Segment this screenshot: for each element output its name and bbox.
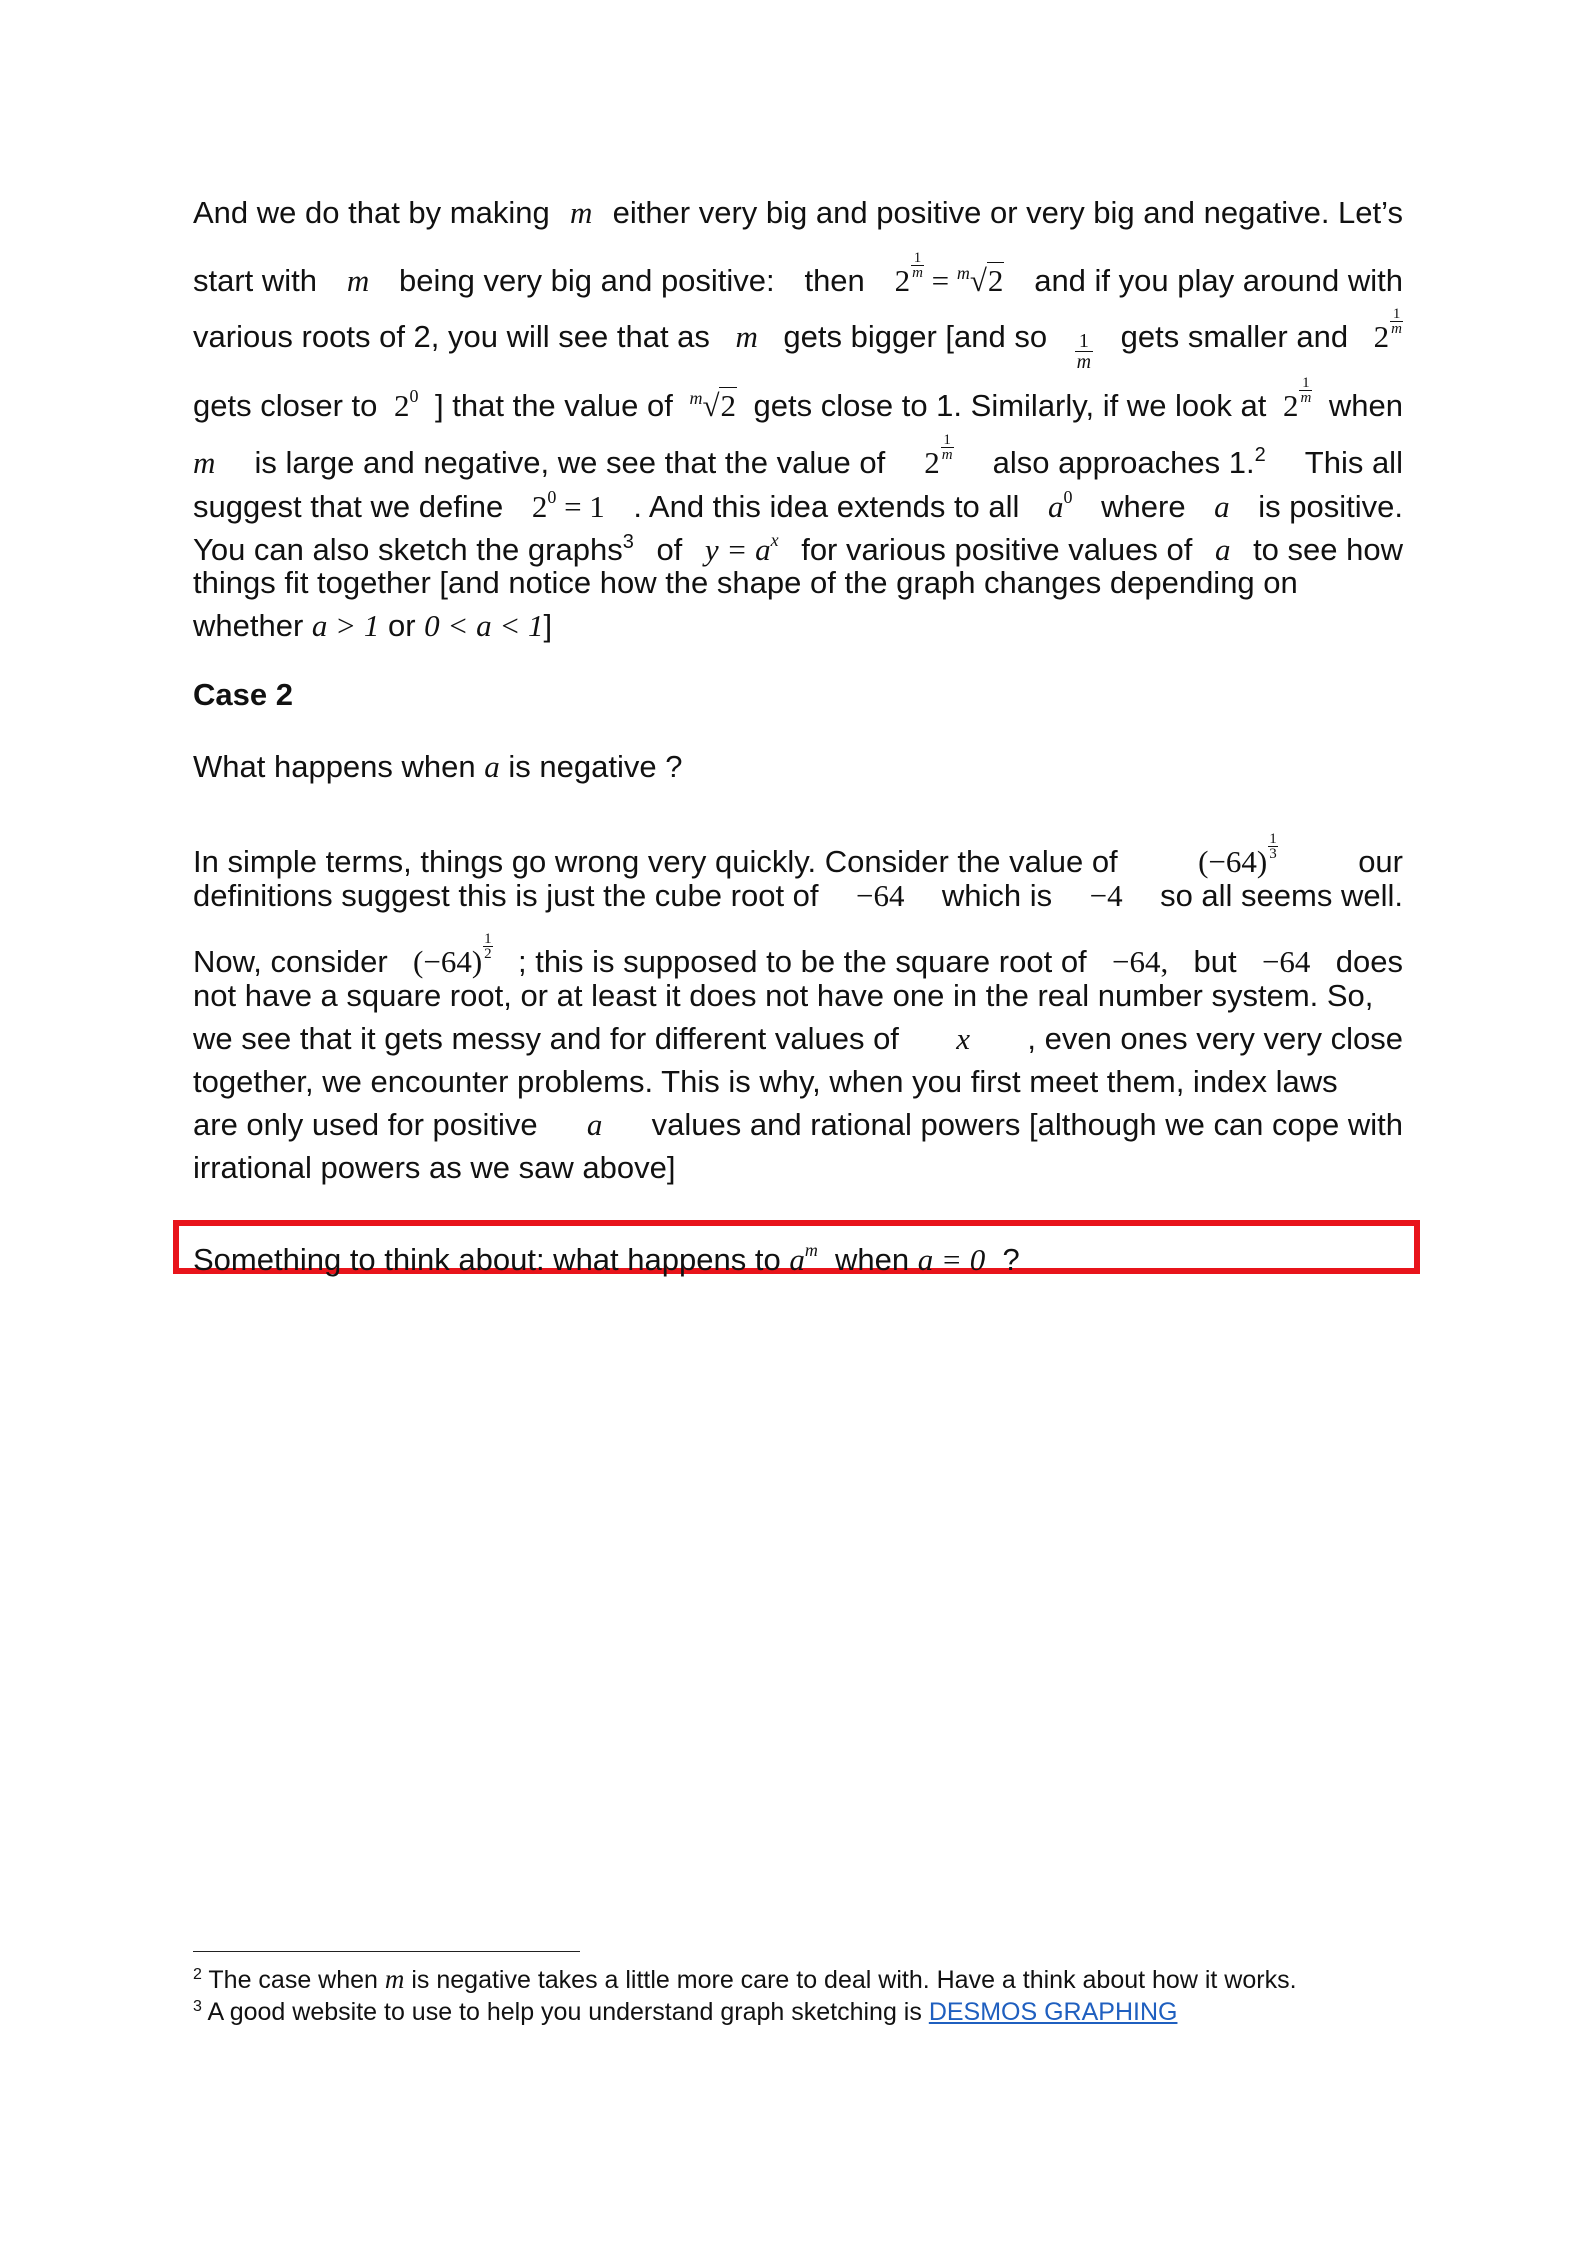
math-variable: a <box>586 1107 603 1142</box>
text-run: ] <box>543 608 553 643</box>
text-run: for various positive values of <box>801 532 1193 567</box>
text-run: things fit together [and notice how the shape of the graph changes depending on <box>193 565 1298 600</box>
math-variable: m <box>346 263 370 298</box>
text-run: does <box>1335 944 1403 979</box>
math-variable: a <box>1214 532 1231 567</box>
math-expression: 2 $\frac{1}{m}$ <box>1373 306 1402 354</box>
paragraph-line <box>193 1105 1403 1145</box>
text-run: values and rational powers [although we can cope with <box>651 1107 1403 1142</box>
text-run: gets close to 1. Similarly, if we look at <box>753 388 1267 423</box>
paragraph-line <box>193 832 1403 882</box>
math-expression: −64 <box>855 878 905 913</box>
text-run: ] that the value of <box>435 388 673 423</box>
question-line <box>193 747 1403 787</box>
text-run: start with <box>193 263 318 298</box>
math-variable: a <box>484 749 500 784</box>
paragraph-line <box>193 307 1403 372</box>
paragraph-line <box>193 1148 1403 1188</box>
text-run: The case when <box>208 1966 378 1994</box>
desmos-link[interactable]: DESMOS GRAPHING <box>928 1998 1178 2026</box>
text-run: so all seems well. <box>1160 878 1403 913</box>
paragraph-line <box>193 433 1403 483</box>
text-run: is large and negative, we see that the value of <box>254 445 886 480</box>
text-run: is negative takes a little more care to deal with. Have a think about how it works. <box>411 1966 1297 1994</box>
text-run: ; this is supposed to be the square root of <box>517 944 1087 979</box>
math-expression: −4 <box>1089 878 1123 913</box>
math-expression: $2^0 = 1$ <box>531 487 605 524</box>
paragraph-line <box>193 1019 1403 1059</box>
footnote-mark: 3 <box>193 1998 202 2015</box>
paragraph-line <box>193 251 1403 301</box>
paragraph-line <box>193 376 1403 426</box>
text-run: then <box>804 263 865 298</box>
math-variable: m <box>735 319 758 354</box>
text-run: but <box>1193 944 1237 979</box>
text-run: of <box>656 532 683 567</box>
text-run: This all <box>1304 445 1403 480</box>
text-run: You can also sketch the graphs$^3$ <box>193 531 634 567</box>
math-variable: a <box>1214 489 1230 524</box>
text-run: ? <box>1002 1242 1020 1277</box>
text-run: or <box>387 608 416 643</box>
section-heading: Case 2 <box>193 677 293 712</box>
text-run: being very big and positive: <box>398 263 775 298</box>
math-expression: $2^0$ <box>393 386 419 423</box>
text-run: where <box>1101 489 1186 524</box>
paragraph-line <box>193 876 1403 916</box>
paragraph-line <box>193 193 1403 233</box>
math-variable: m <box>384 1964 405 1994</box>
text-run: , even ones very very close <box>1027 1021 1403 1056</box>
text-run: What happens when <box>193 749 476 784</box>
text-run: whether <box>193 608 304 643</box>
text-run: also approaches 1.$^2$ <box>992 444 1266 480</box>
math-expression: a = 0 <box>917 1242 986 1277</box>
root-symbol: $^m$√2 <box>956 263 1004 298</box>
text-run: suggest that we define <box>193 489 504 524</box>
text-run: Now, consider <box>193 944 388 979</box>
text-run: is negative ? <box>508 749 683 784</box>
root-symbol: $^m$√2 <box>689 388 736 423</box>
footnote-3 <box>193 1996 1177 2028</box>
math-variable: m <box>569 195 593 230</box>
math-expression: 0 < a < 1 <box>424 608 544 643</box>
footnote-ref[interactable]: 2 <box>1254 444 1266 466</box>
math-expression: $a^0$ <box>1048 487 1073 524</box>
paragraph-line <box>193 1062 1403 1102</box>
text-run: we see that it gets messy and for different values of <box>193 1021 899 1056</box>
text-run: our <box>1358 844 1403 879</box>
text-run: not have a square root, or at least it does not have one in the real number system. So, <box>193 978 1374 1013</box>
text-run: Something to think about: what happens to <box>193 1242 781 1277</box>
footnote-separator <box>193 1951 580 1952</box>
math-variable: x <box>956 1021 971 1056</box>
text-run: and if you play around with <box>1034 263 1403 298</box>
text-run: A good website to use to help you understand graph sketching is <box>207 1998 922 2026</box>
math-expression: 2 $\frac{1}{m}$ = $^m$√2 <box>894 250 1004 298</box>
math-expression: −64, <box>1111 944 1169 979</box>
fraction: $\frac{1}{m}$ <box>1076 330 1092 373</box>
text-run: to see how <box>1253 532 1403 567</box>
math-expression: 2 $\frac{1}{m}$ <box>1282 375 1312 423</box>
math-expression: 2 $\frac{1}{m}$ <box>924 432 953 480</box>
text-run: gets bigger [and so <box>783 319 1048 354</box>
paragraph-line <box>193 932 1403 982</box>
text-run: In simple terms, things go wrong very quickly. Consider the value of <box>193 844 1118 879</box>
math-expression: (−64) $\frac{1}{2}$ <box>413 931 492 979</box>
math-expression: $y = a^x$ <box>704 530 779 567</box>
paragraph-line <box>193 563 1403 603</box>
note-text <box>193 1230 1020 1280</box>
text-run: gets closer to <box>193 388 378 423</box>
text-run: . And this idea extends to all <box>633 489 1020 524</box>
text-run: either very big and positive or very big and negative. Let’s <box>612 195 1403 230</box>
text-run: when <box>835 1242 910 1277</box>
text-run: when <box>1328 388 1403 423</box>
math-expression: a > 1 <box>311 608 380 643</box>
text-run: are only used for positive <box>193 1107 538 1142</box>
highlight-box <box>173 1220 1420 1277</box>
text-run: irrational powers as we saw above] <box>193 1150 676 1185</box>
math-expression: −64 <box>1261 944 1311 979</box>
footnote-ref[interactable]: 3 <box>622 531 634 553</box>
text-run: And we do that by making <box>193 195 550 230</box>
paragraph-line <box>193 606 1403 646</box>
footnote-mark: 2 <box>193 1966 202 1983</box>
text-run: which is <box>941 878 1053 913</box>
math-variable: m <box>193 445 216 480</box>
text-run: definitions suggest this is just the cube root of <box>193 878 819 913</box>
footnote-2 <box>193 1963 1297 1996</box>
math-expression: (−64) $\frac{1}{3}$ <box>1198 831 1277 879</box>
text-run: is positive. <box>1258 489 1403 524</box>
text-run: gets smaller and <box>1120 319 1349 354</box>
paragraph-line <box>193 976 1403 1016</box>
math-expression: $a^m$ <box>789 1240 818 1277</box>
text-run: together, we encounter problems. This is why, when you first meet them, index laws <box>193 1064 1338 1099</box>
text-run: various roots of 2, you will see that as <box>193 319 710 354</box>
